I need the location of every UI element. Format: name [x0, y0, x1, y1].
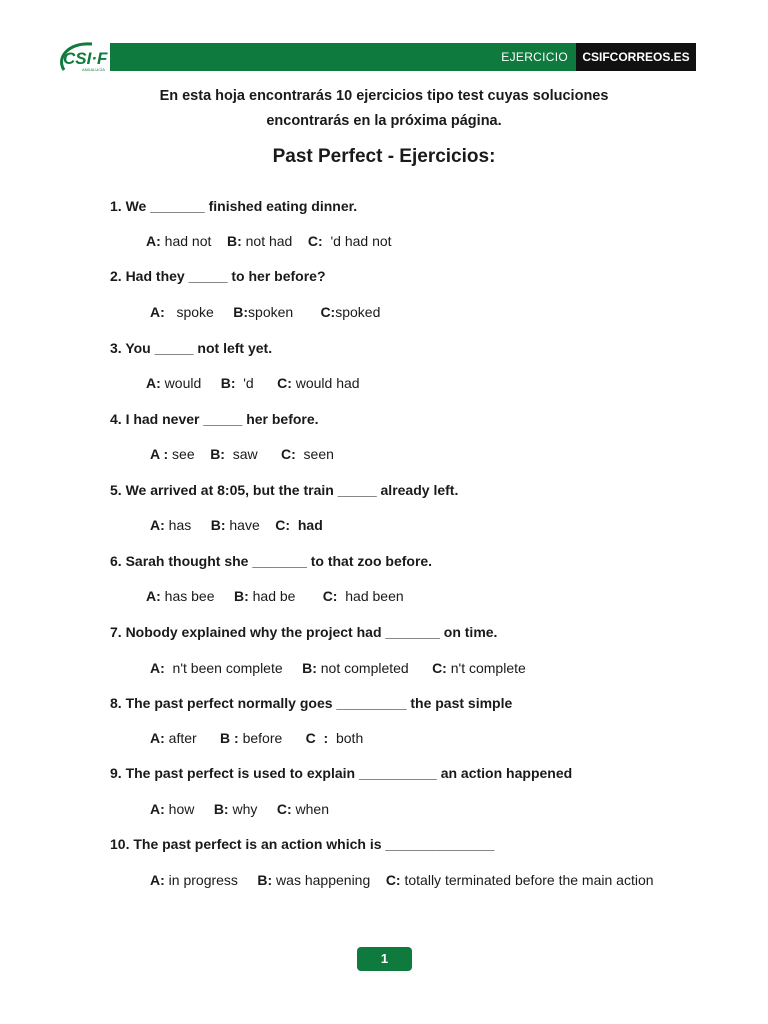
- question-7: 7. Nobody explained why the project had _______ on time.: [110, 624, 498, 640]
- option-b-label: B:: [220, 375, 236, 391]
- options-6: [146, 588, 404, 604]
- page-title: Past Perfect - Ejercicios:: [272, 146, 496, 167]
- question-4: 4. I had never _____ her before.: [110, 411, 319, 427]
- header-site-box: [576, 43, 696, 71]
- option-b: before: [238, 730, 283, 746]
- option-c: 'd had not: [322, 233, 392, 249]
- header-green-bar: [110, 43, 576, 71]
- option-b-label: B:: [257, 872, 273, 888]
- option-a-label: A:: [150, 730, 165, 746]
- options-9: [150, 801, 329, 817]
- option-b: 'd: [235, 375, 254, 391]
- option-a-label: A:: [146, 588, 161, 604]
- options-4: [150, 446, 334, 462]
- option-c-label: C:: [432, 660, 447, 676]
- options-10: [146, 871, 666, 890]
- option-c-label: C:: [275, 517, 291, 533]
- option-b-label: B:: [210, 446, 225, 462]
- option-a-label: A:: [150, 801, 165, 817]
- options-8: [150, 730, 363, 746]
- svg-text:CSI·F: CSI·F: [63, 49, 108, 68]
- question-9: 9. The past perfect is used to explain __________ an action happened: [110, 765, 573, 781]
- intro-line-1: En esta hoja encontrarás 10 ejercicios tipo test cuyas soluciones: [159, 88, 609, 104]
- option-c-label: C:: [277, 375, 292, 391]
- option-b-label: B:: [213, 801, 229, 817]
- option-b-label: B:: [302, 660, 317, 676]
- option-b: not completed: [316, 660, 409, 676]
- option-c: totally terminated before the main action: [400, 872, 654, 888]
- option-c-label: C :: [305, 730, 329, 746]
- option-b-label: B:: [210, 517, 226, 533]
- option-c: when: [291, 801, 329, 817]
- question-3: 3. You _____ not left yet.: [110, 340, 273, 356]
- option-c-label: C:: [307, 233, 323, 249]
- option-c: both: [328, 730, 364, 746]
- option-b-label: B:: [233, 588, 249, 604]
- option-c-label: C:: [322, 588, 338, 604]
- option-b: was happening: [272, 872, 371, 888]
- option-c-label: C:: [385, 872, 401, 888]
- site-label: CSIFCORREOS.ES: [582, 50, 690, 64]
- option-a: in progress: [164, 872, 238, 888]
- question-2: 2. Had they _____ to her before?: [110, 268, 326, 284]
- option-a: spoke: [164, 304, 214, 320]
- option-a-label: A:: [146, 375, 161, 391]
- ejercicio-label: EJERCICIO: [501, 50, 568, 64]
- option-a: after: [164, 730, 197, 746]
- option-c: would had: [291, 375, 360, 391]
- option-a-label: A:: [150, 660, 165, 676]
- option-b-label: B:: [233, 304, 249, 320]
- option-c: had: [297, 517, 323, 533]
- intro-line-2: encontrarás en la próxima página.: [266, 113, 502, 129]
- option-c: had been: [337, 588, 404, 604]
- option-c: seen: [295, 446, 334, 462]
- option-c: spoked: [335, 304, 381, 320]
- option-c: n't complete: [446, 660, 526, 676]
- option-b-label: B :: [220, 730, 239, 746]
- option-a: would: [160, 375, 202, 391]
- question-10: 10. The past perfect is an action which is ______________: [110, 836, 495, 852]
- page-number-badge: 1: [357, 947, 412, 971]
- option-a: had not: [160, 233, 212, 249]
- option-a: has: [164, 517, 192, 533]
- option-a: n't been complete: [164, 660, 283, 676]
- option-a-label: A:: [150, 304, 165, 320]
- option-b: have: [225, 517, 260, 533]
- options-2: [150, 304, 380, 320]
- csif-logo: [58, 40, 114, 74]
- option-a-label: A :: [150, 446, 169, 462]
- option-a-label: A:: [150, 872, 165, 888]
- option-c-label: C:: [276, 801, 292, 817]
- question-5: 5. We arrived at 8:05, but the train _____ already left.: [110, 482, 459, 498]
- options-1: [146, 233, 392, 249]
- options-7: [150, 660, 526, 676]
- option-b-label: B:: [226, 233, 242, 249]
- option-a-label: A:: [146, 233, 161, 249]
- option-c-label: C:: [281, 446, 296, 462]
- option-b: saw: [224, 446, 258, 462]
- options-3: [146, 375, 360, 391]
- svg-text:ANDALUCÍA: ANDALUCÍA: [82, 67, 105, 72]
- question-6: 6. Sarah thought she _______ to that zoo before.: [110, 553, 433, 569]
- option-a: has bee: [160, 588, 215, 604]
- options-5: [150, 517, 323, 533]
- option-a: how: [164, 801, 195, 817]
- page-header: [58, 40, 698, 74]
- option-a-label: A:: [150, 517, 165, 533]
- option-b: not had: [241, 233, 293, 249]
- question-1: 1. We _______ finished eating dinner.: [110, 198, 358, 214]
- option-c-label: C:: [320, 304, 336, 320]
- question-8: 8. The past perfect normally goes _________ the past simple: [110, 695, 513, 711]
- option-a: see: [168, 446, 195, 462]
- option-b: why: [228, 801, 258, 817]
- option-b: spoken: [248, 304, 294, 320]
- option-b: had be: [248, 588, 296, 604]
